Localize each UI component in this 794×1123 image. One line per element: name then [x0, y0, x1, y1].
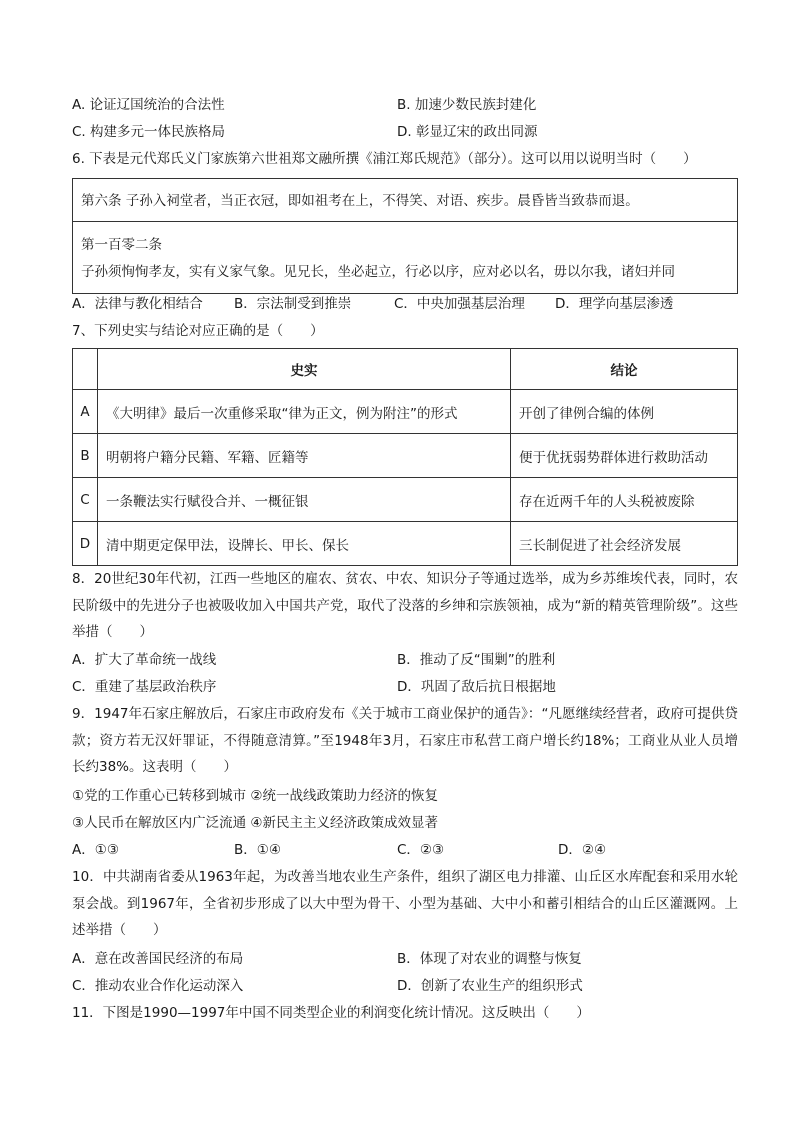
q10-option-d: D．创新了农业生产的组织形式: [397, 978, 583, 994]
q6-row-2-title: 第一百零二条: [81, 237, 162, 253]
q7-header-row: [73, 349, 738, 390]
q7-row-conclusion: 三长制促进了社会经济发展: [511, 522, 738, 566]
q7-row-conclusion: 便于优抚弱势群体进行救助活动: [511, 434, 738, 478]
q7-row-conclusion: 开创了律例合编的体例: [511, 390, 738, 434]
q5-option-c: C. 构建多元一体民族格局: [72, 124, 226, 140]
q10-stem: 10．中共湖南省委从1963年起，为改善当地农业生产条件，组织了湖区电力排灌、山丘区水库配套和采用水轮泵会战。到1967年，全省初步形成了以大中型为骨干、小型为基础、大中小和蓄引相结合的山丘区灌溉网。上述举措（ ）: [72, 869, 738, 938]
q9-option-b: B．①④: [234, 842, 281, 858]
q6-row-1: [73, 179, 737, 222]
q7-row-fact: 一条鞭法实行赋役合并、一概征银: [98, 478, 511, 522]
q6-option-a: A．法律与教化相结合: [72, 296, 203, 312]
q9-stem: 9．1947年石家庄解放后，石家庄市政府发布《关于城市工商业保护的通告》：“凡愿继续经营者，政府可提供贷款；资方若无汉奸罪证，不得随意清算。”至1948年3月，石家庄市私营工商户增长约18%；工商业从业人员增长约38%。这表明（ ）: [72, 706, 738, 775]
q6-row-1-text: 第六条 子孙入祠堂者，当正衣冠，即如祖考在上，不得笑、对语、疾步。晨昏皆当致恭而退。: [81, 193, 639, 209]
q6-stem: 6. 下表是元代郑氏义门家族第六世祖郑文融所撰《浦江郑氏规范》（部分）。这可以用以说明当时（ ）: [72, 151, 697, 167]
q7-row-fact: 明朝将户籍分民籍、军籍、匠籍等: [98, 434, 511, 478]
q5-option-d: D. 彰显辽宋的政出同源: [397, 124, 538, 140]
q7-table: [72, 348, 738, 566]
table-row: [73, 478, 738, 522]
table-row: [73, 434, 738, 478]
q7-stem: 7、下列史实与结论对应正确的是（ ）: [72, 323, 324, 339]
q9-items-line-1: ①党的工作重心已转移到城市 ②统一战线政策助力经济的恢复: [72, 788, 438, 804]
q8-stem: 8．20世纪30年代初，江西一些地区的雇农、贫农、中农、知识分子等通过选举，成为乡苏维埃代表，同时，农民阶级中的先进分子也被吸收加入中国共产党，取代了没落的乡绅和宗族领袖，成为“新的精英管理阶级”。这些举措（ ）: [72, 571, 738, 640]
q7-row-conclusion: 存在近两千年的人头税被废除: [511, 478, 738, 522]
q7-header-blank: [73, 349, 98, 390]
q8-option-a: A．扩大了革命统一战线: [72, 652, 217, 668]
q11-stem: 11．下图是1990—1997年中国不同类型企业的利润变化统计情况。这反映出（ ）: [72, 1005, 590, 1021]
table-row: [73, 390, 738, 434]
q9-option-c: C．②③: [397, 842, 445, 858]
q9-items-line-2: ③人民币在解放区内广泛流通 ④新民主主义经济政策成效显著: [72, 815, 438, 831]
q5-option-a: A. 论证辽国统治的合法性: [72, 97, 225, 113]
q10-option-a: A．意在改善国民经济的布局: [72, 951, 244, 967]
q6-row-2-text: 子孙须恂恂孝友，实有义家气象。见兄长，坐必起立，行必以序，应对必以名，毋以尔我，诸妇并同: [81, 264, 675, 280]
q9-option-a: A．①③: [72, 842, 119, 858]
q6-source-box: [72, 178, 738, 294]
q7-row-label: A: [73, 390, 98, 434]
q6-option-c: C．中央加强基层治理: [394, 296, 525, 312]
q7-row-label: B: [73, 434, 98, 478]
q9-option-d: D．②④: [558, 842, 607, 858]
q5-option-b: B. 加速少数民族封建化: [397, 97, 537, 113]
q6-option-b: B．宗法制受到推崇: [234, 296, 352, 312]
q7-row-label: D: [73, 522, 98, 566]
q7-header-fact: 史实: [98, 349, 511, 390]
q7-row-fact: 《大明律》最后一次重修采取“律为正文，例为附注”的形式: [98, 390, 511, 434]
q7-row-label: C: [73, 478, 98, 522]
table-row: [73, 522, 738, 566]
q8-option-c: C．重建了基层政治秩序: [72, 679, 217, 695]
q8-option-d: D．巩固了敌后抗日根据地: [397, 679, 556, 695]
q7-header-conclusion: 结论: [511, 349, 738, 390]
q6-option-d: D．理学向基层渗透: [555, 296, 674, 312]
q10-option-c: C．推动农业合作化运动深入: [72, 978, 244, 994]
q7-row-fact: 清中期更定保甲法，设牌长、甲长、保长: [98, 522, 511, 566]
q10-option-b: B．体现了对农业的调整与恢复: [397, 951, 582, 967]
q8-option-b: B．推动了反“围剿”的胜利: [397, 652, 556, 668]
